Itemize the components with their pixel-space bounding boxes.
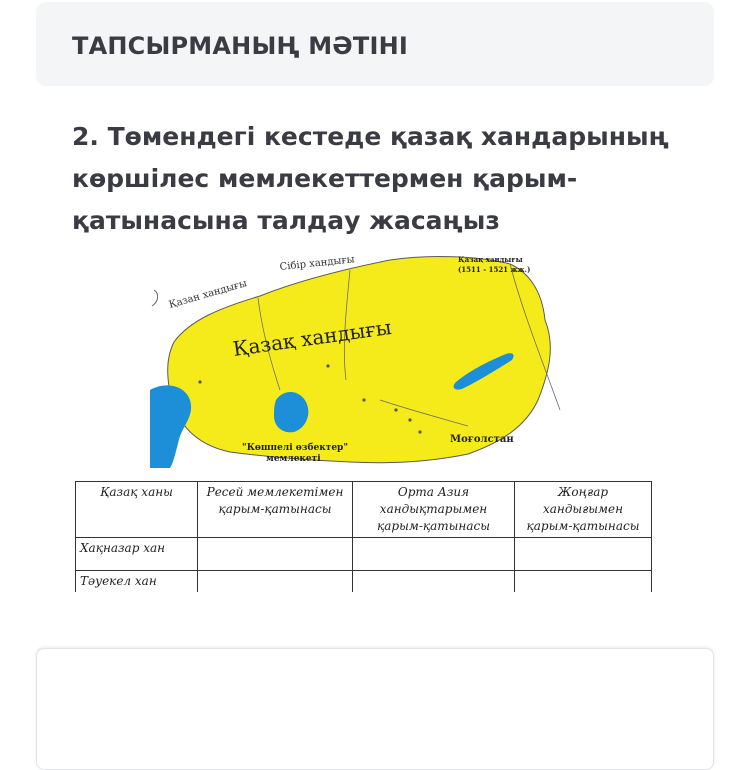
city-dot [408, 418, 411, 421]
label-uzbek-state: "Көшпелі өзбектер" [242, 443, 349, 453]
table-cell [353, 538, 515, 571]
column-header: Жоңғар хандығымен қарым-қатынасы [515, 482, 652, 538]
city-dot [362, 398, 365, 401]
kazakh-khanate-map [150, 250, 578, 468]
map-main-label: Қазақ хандығы [231, 314, 394, 361]
map-border-line [152, 290, 158, 306]
column-header: Орта Азия хандықтарымен қарым-қатынасы [353, 482, 515, 538]
table-header-row [76, 482, 652, 538]
table-crop-mask [70, 592, 670, 612]
answer-input-area[interactable] [36, 648, 714, 770]
table-row [76, 538, 652, 571]
legend-title: Қазақ хандығы [458, 255, 523, 264]
city-dot [198, 380, 201, 383]
label-sibir-khanate: Сібір хандығы [279, 254, 356, 273]
map-svg [150, 250, 578, 468]
question-text: 2. Төмендегі кестеде қазақ хандарының көршілес мемлекеттермен қарым-қатынасына талдау жасаңыз [72, 122, 669, 235]
table-cell [198, 538, 353, 571]
khans-relations-table [75, 481, 652, 604]
legend-years: (1511 - 1521 жж.) [458, 265, 531, 274]
city-dot [394, 408, 397, 411]
table-cell [515, 538, 652, 571]
label-kazan-khanate: Қазан хандығы [167, 278, 249, 311]
task-text-header [36, 2, 714, 86]
khan-name-cell: Тәуекел хан [76, 571, 198, 604]
city-dot [326, 364, 329, 367]
label-uzbek-state-sub: мемлекеті [266, 454, 321, 464]
label-mogolstan: Моғолстан [450, 434, 514, 445]
column-header: Ресей мемлекетімен қарым-қатынасы [198, 482, 353, 538]
header-title: ТАПСЫРМАНЫҢ МӘТІНІ [72, 32, 408, 60]
city-dot [418, 430, 421, 433]
khan-name-cell: Хақназар хан [76, 538, 198, 571]
column-header: Қазақ ханы [76, 482, 198, 538]
